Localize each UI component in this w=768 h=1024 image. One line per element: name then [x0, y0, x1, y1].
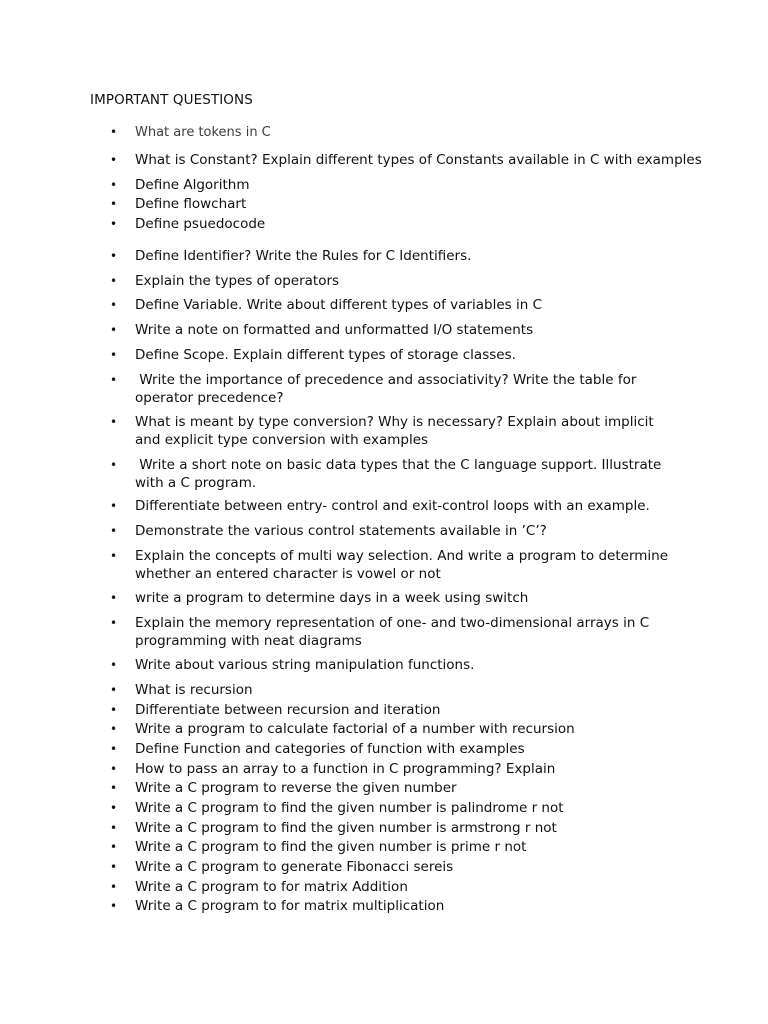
question-text: Define psuedocode [135, 216, 266, 232]
bullet-icon: • [110, 801, 118, 815]
list-item [110, 248, 670, 266]
question-text: Write about various string manipulation functions. [135, 657, 475, 673]
list-item [110, 297, 670, 315]
question-text: Define Identifier? Write the Rules for C Identifiers. [135, 248, 472, 264]
bullet-icon: • [110, 658, 118, 672]
question-text: How to pass an array to a function in C programming? Explain [135, 761, 556, 777]
question-text: Write the importance of precedence and associativity? Write the table for operator precedence? [135, 372, 641, 406]
bullet-icon: • [110, 197, 118, 211]
bullet-icon: • [110, 860, 118, 874]
bullet-icon: • [110, 178, 118, 192]
list-item [110, 196, 670, 214]
list-item [110, 273, 670, 291]
list-item [110, 682, 670, 700]
list-item [110, 590, 670, 608]
bullet-icon: • [110, 125, 118, 139]
list-item [110, 820, 670, 838]
list-item [110, 898, 670, 916]
list-item [110, 780, 670, 798]
list-item [110, 347, 670, 365]
bullet-icon: • [110, 781, 118, 795]
list-item [110, 615, 670, 650]
list-item [110, 498, 670, 516]
list-item [110, 414, 670, 449]
question-text: Write a C program to reverse the given number [135, 780, 457, 796]
question-text: What is recursion [135, 682, 253, 698]
question-text: Define Scope. Explain different types of storage classes. [135, 347, 516, 363]
bullet-icon: • [110, 249, 118, 263]
bullet-icon: • [110, 524, 118, 538]
bullet-icon: • [110, 298, 118, 312]
bullet-icon: • [110, 153, 118, 167]
list-item [110, 548, 670, 583]
question-text: Write a C program to find the given number is palindrome r not [135, 800, 564, 816]
list-item [110, 761, 670, 779]
question-text: Define Algorithm [135, 177, 250, 193]
bullet-icon: • [110, 415, 118, 429]
bullet-icon: • [110, 458, 118, 472]
bullet-icon: • [110, 683, 118, 697]
list-item [110, 721, 670, 739]
question-text: Write a program to calculate factorial of a number with recursion [135, 721, 575, 737]
bullet-icon: • [110, 880, 118, 894]
question-text: Demonstrate the various control statements available in ’C’? [135, 523, 547, 539]
list-item [110, 177, 670, 195]
bullet-icon: • [110, 373, 118, 387]
question-text: Write a C program to find the given number is prime r not [135, 839, 527, 855]
bullet-icon: • [110, 549, 118, 563]
question-text: Explain the types of operators [135, 273, 340, 289]
bullet-icon: • [110, 323, 118, 337]
bullet-icon: • [110, 762, 118, 776]
bullet-icon: • [110, 703, 118, 717]
list-item [110, 124, 670, 142]
question-text: Differentiate between recursion and iteration [135, 702, 441, 718]
question-text: Differentiate between entry- control and exit-control loops with an example. [135, 498, 650, 514]
list-item [110, 702, 670, 720]
list-item [110, 800, 670, 818]
list-item [110, 457, 670, 492]
document-title: IMPORTANT QUESTIONS [90, 92, 253, 108]
question-text: Write a C program to for matrix multiplication [135, 898, 445, 914]
bullet-icon: • [110, 840, 118, 854]
question-text: Define Function and categories of function with examples [135, 741, 525, 757]
list-item [110, 741, 670, 759]
question-text: Explain the memory representation of one- and two-dimensional arrays in C programming with neat diagrams [135, 615, 650, 649]
question-text: Write a C program to generate Fibonacci sereis [135, 859, 454, 875]
question-text: Write a short note on basic data types that the C language support. Illustrate with a C program. [135, 457, 666, 491]
list-item [110, 322, 670, 340]
question-text: What is meant by type conversion? Why is necessary? Explain about implicit and explicit type conversion with examples [135, 414, 654, 448]
bullet-icon: • [110, 899, 118, 913]
question-text: Define Variable. Write about different types of variables in C [135, 297, 542, 313]
question-text: Define flowchart [135, 196, 247, 212]
list-item [110, 216, 670, 234]
bullet-icon: • [110, 742, 118, 756]
list-item [110, 879, 670, 897]
bullet-icon: • [110, 616, 118, 630]
bullet-icon: • [110, 821, 118, 835]
list-item [110, 152, 702, 170]
question-text: Explain the concepts of multi way selection. And write a program to determine whether an entered character is vowel or not [135, 548, 669, 582]
list-item [110, 859, 670, 877]
bullet-icon: • [110, 722, 118, 736]
bullet-icon: • [110, 591, 118, 605]
bullet-icon: • [110, 217, 118, 231]
bullet-icon: • [110, 499, 118, 513]
question-text: What are tokens in C [135, 125, 271, 140]
question-text: Write a note on formatted and unformatted I/O statements [135, 322, 534, 338]
question-text: Write a C program to for matrix Addition [135, 879, 408, 895]
list-item [110, 523, 670, 541]
list-item [110, 657, 670, 675]
list-item [110, 372, 670, 407]
bullet-icon: • [110, 274, 118, 288]
question-text: write a program to determine days in a week using switch [135, 590, 529, 606]
bullet-icon: • [110, 348, 118, 362]
question-text: Write a C program to find the given number is armstrong r not [135, 820, 557, 836]
question-text: What is Constant? Explain different types of Constants available in C with examples [135, 152, 702, 168]
list-item [110, 839, 670, 857]
